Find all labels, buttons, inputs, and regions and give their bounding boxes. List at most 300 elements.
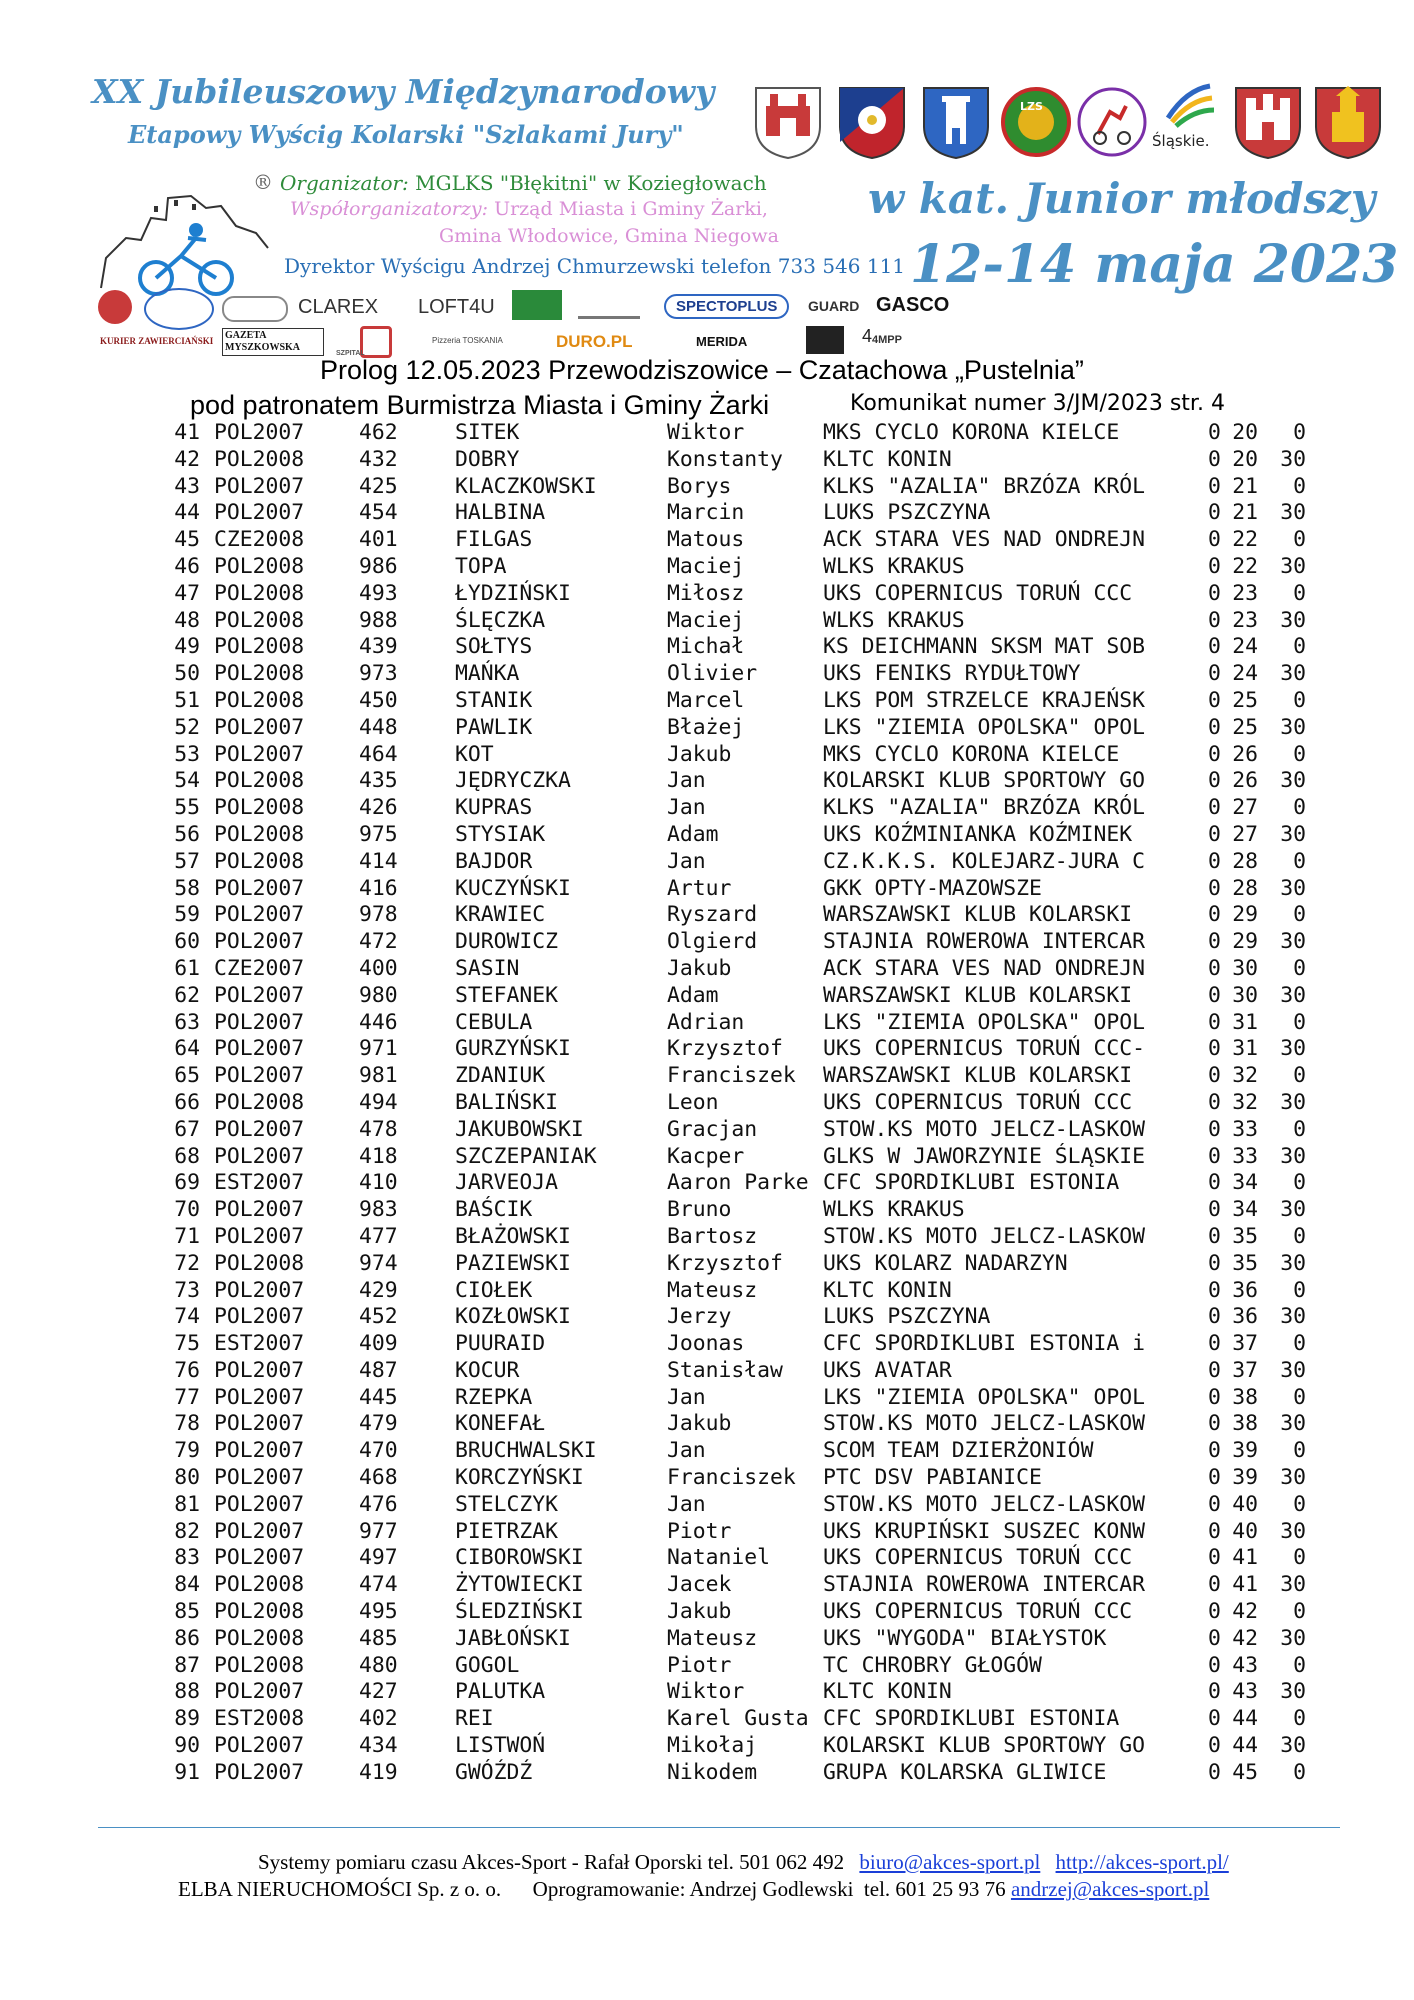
time-hours: 0: [1208, 1357, 1221, 1383]
time-hours: 0: [1208, 955, 1221, 981]
time-hours: 0: [1208, 1089, 1221, 1115]
position: 45: [174, 527, 200, 553]
bib-number: 468: [359, 1465, 398, 1491]
category-code: POL2008: [214, 795, 305, 821]
first-name: Mateusz: [667, 1277, 758, 1303]
time-hours: 0: [1208, 1545, 1221, 1571]
stage-prolog: Prolog 12.05.2023 Przewodziszowice – Czatachowa „Pustelnia”: [320, 355, 1084, 385]
category-code: POL2007: [214, 500, 305, 526]
first-name: Jan: [667, 795, 706, 821]
club-name: MKS CYCLO KORONA KIELCE: [823, 420, 1120, 445]
last-name: FILGAS: [455, 527, 533, 553]
category-code: POL2008: [214, 634, 305, 660]
category-code: POL2008: [214, 1599, 305, 1625]
time-hours: 0: [1208, 1518, 1221, 1544]
club-logo-icon: [1076, 82, 1148, 160]
time-hours: 0: [1208, 1250, 1221, 1276]
bib-number: 414: [359, 848, 398, 874]
sponsor-gazeta: GAZETA MYSZKOWSKA: [222, 328, 324, 356]
time-seconds: 30: [1280, 768, 1306, 794]
club-name: UKS AVATAR: [823, 1357, 952, 1383]
time-hours: 0: [1208, 1197, 1221, 1223]
software-email-link[interactable]: andrzej@akces-sport.pl: [1010, 1877, 1210, 1901]
footer-divider: [98, 1827, 1340, 1828]
position: 56: [174, 821, 200, 847]
first-name: Aaron Parke: [667, 1170, 809, 1196]
category-code: POL2007: [214, 1357, 305, 1383]
bib-number: 495: [359, 1599, 398, 1625]
bib-number: 479: [359, 1411, 398, 1437]
first-name: Stanisław: [667, 1357, 783, 1383]
last-name: ŚLEDZIŃSKI: [455, 1599, 584, 1625]
position: 85: [174, 1599, 200, 1625]
last-name: KOCUR: [455, 1357, 520, 1383]
club-name: UKS KOŹMINIANKA KOŹMINEK: [823, 821, 1133, 847]
time-hours: 0: [1208, 1143, 1221, 1169]
sponsor-guard: GUARD: [808, 298, 860, 314]
time-seconds: 30: [1280, 1304, 1306, 1330]
first-name: Jakub: [667, 1411, 732, 1437]
time-seconds: 30: [1280, 929, 1306, 955]
category-code: CZE2008: [214, 527, 305, 553]
time-hours: 0: [1208, 1679, 1221, 1705]
time-minutes: 38: [1232, 1411, 1258, 1437]
last-name: HALBINA: [455, 500, 546, 526]
category-code: POL2007: [214, 420, 305, 445]
software-credit: ELBA NIERUCHOMOŚCI Sp. z o. o. Oprogramowanie: Andrzej Godlewski tel. 601 25 93 76: [178, 1877, 1006, 1901]
bib-number: 476: [359, 1491, 398, 1517]
position: 46: [174, 553, 200, 579]
position: 68: [174, 1143, 200, 1169]
position: 50: [174, 661, 200, 687]
position: 77: [174, 1384, 200, 1410]
category-code: POL2007: [214, 1063, 305, 1089]
club-name: KLTC KONIN: [823, 1277, 952, 1303]
time-hours: 0: [1208, 1411, 1221, 1437]
last-name: BAŚCIK: [455, 1197, 533, 1223]
first-name: Joonas: [667, 1331, 745, 1357]
club-name: KOLARSKI KLUB SPORTOWY GO: [823, 768, 1145, 794]
first-name: Kacper: [667, 1143, 745, 1169]
bib-number: 450: [359, 687, 398, 713]
category-code: POL2007: [214, 714, 305, 740]
first-name: Leon: [667, 1089, 719, 1115]
last-name: LISTWOŃ: [455, 1733, 546, 1759]
time-minutes: 41: [1232, 1545, 1258, 1571]
club-name: WARSZAWSKI KLUB KOLARSKI: [823, 982, 1133, 1008]
time-seconds: 30: [1280, 1089, 1306, 1115]
time-seconds: 0: [1293, 1545, 1306, 1571]
time-hours: 0: [1208, 1572, 1221, 1598]
time-minutes: 34: [1232, 1170, 1258, 1196]
time-minutes: 28: [1232, 875, 1258, 901]
bib-number: 980: [359, 982, 398, 1008]
bib-number: 986: [359, 553, 398, 579]
time-hours: 0: [1208, 500, 1221, 526]
time-hours: 0: [1208, 795, 1221, 821]
time-minutes: 37: [1232, 1357, 1258, 1383]
club-name: TC CHROBRY GŁOGÓW: [823, 1652, 1042, 1678]
sponsor-round-logo-icon: [98, 290, 132, 324]
time-minutes: 44: [1232, 1706, 1258, 1732]
club-name: UKS COPERNICUS TORUŃ CCC-: [823, 1036, 1145, 1062]
time-minutes: 41: [1232, 1572, 1258, 1598]
first-name: Jakub: [667, 741, 732, 767]
bib-number: 973: [359, 661, 398, 687]
club-name: LKS "ZIEMIA OPOLSKA" OPOL: [823, 1009, 1145, 1035]
time-seconds: 30: [1280, 875, 1306, 901]
position: 90: [174, 1733, 200, 1759]
time-seconds: 0: [1293, 1116, 1306, 1142]
timing-credit: Systemy pomiaru czasu Akces-Sport - Rafał Oporski tel. 501 062 492: [258, 1850, 845, 1874]
club-name: STOW.KS MOTO JELCZ-LASKOW: [823, 1223, 1145, 1249]
bib-number: 400: [359, 955, 398, 981]
lzs-logo-icon: [1000, 82, 1072, 160]
time-seconds: 0: [1293, 1706, 1306, 1732]
time-hours: 0: [1208, 848, 1221, 874]
last-name: STEFANEK: [455, 982, 559, 1008]
category-code: POL2008: [214, 553, 305, 579]
position: 49: [174, 634, 200, 660]
category-code: POL2007: [214, 1036, 305, 1062]
position: 88: [174, 1679, 200, 1705]
last-name: SITEK: [455, 420, 520, 445]
club-name: KS DEICHMANN SKSM MAT SOB: [823, 634, 1145, 660]
bib-number: 446: [359, 1009, 398, 1035]
timing-email-link[interactable]: biuro@akces-sport.pl: [859, 1850, 1041, 1874]
position: 71: [174, 1223, 200, 1249]
bib-number: 493: [359, 580, 398, 606]
position: 87: [174, 1652, 200, 1678]
first-name: Olgierd: [667, 929, 758, 955]
time-seconds: 0: [1293, 1063, 1306, 1089]
last-name: GURZYŃSKI: [455, 1036, 571, 1062]
category-code: POL2008: [214, 768, 305, 794]
position: 58: [174, 875, 200, 901]
time-seconds: 30: [1280, 1250, 1306, 1276]
sponsor-spectoplus: SPECTOPLUS: [664, 294, 789, 319]
time-seconds: 0: [1293, 955, 1306, 981]
bib-number: 977: [359, 1518, 398, 1544]
time-seconds: 0: [1293, 420, 1306, 445]
club-name: UKS KOLARZ NADARZYN: [823, 1250, 1068, 1276]
bib-number: 448: [359, 714, 398, 740]
time-seconds: 30: [1280, 1625, 1306, 1651]
last-name: DOBRY: [455, 446, 520, 472]
category-code: POL2007: [214, 1223, 305, 1249]
bib-number: 432: [359, 446, 398, 472]
position: 70: [174, 1197, 200, 1223]
time-minutes: 39: [1232, 1465, 1258, 1491]
time-minutes: 27: [1232, 795, 1258, 821]
time-seconds: 0: [1293, 1223, 1306, 1249]
time-hours: 0: [1208, 1652, 1221, 1678]
club-name: UKS KRUPIŃSKI SUSZEC KONW: [823, 1518, 1145, 1544]
last-name: CEBULA: [455, 1009, 533, 1035]
time-hours: 0: [1208, 1759, 1221, 1785]
position: 61: [174, 955, 200, 981]
first-name: Franciszek: [667, 1063, 796, 1089]
bib-number: 474: [359, 1572, 398, 1598]
first-name: Karel Gusta: [667, 1706, 809, 1732]
time-seconds: 0: [1293, 1170, 1306, 1196]
bib-number: 409: [359, 1331, 398, 1357]
castle-crest-icon: [1232, 82, 1304, 160]
time-seconds: 30: [1280, 446, 1306, 472]
last-name: BAJDOR: [455, 848, 533, 874]
time-hours: 0: [1208, 634, 1221, 660]
last-name: PIETRZAK: [455, 1518, 559, 1544]
tower-crest-icon: [920, 82, 992, 160]
position: 54: [174, 768, 200, 794]
category-code: POL2007: [214, 1679, 305, 1705]
bib-number: 419: [359, 1759, 398, 1785]
time-minutes: 21: [1232, 500, 1258, 526]
time-hours: 0: [1208, 1384, 1221, 1410]
category-code: POL2008: [214, 1652, 305, 1678]
bib-number: 494: [359, 1089, 398, 1115]
time-minutes: 25: [1232, 714, 1258, 740]
time-minutes: 32: [1232, 1089, 1258, 1115]
bib-number: 445: [359, 1384, 398, 1410]
last-name: KRAWIEC: [455, 902, 546, 928]
bib-number: 429: [359, 1277, 398, 1303]
last-name: SZCZEPANIAK: [455, 1143, 597, 1169]
time-seconds: 0: [1293, 848, 1306, 874]
stage-patron: pod patronatem Burmistrza Miasta i Gminy Żarki: [190, 390, 770, 420]
category-code: CZE2007: [214, 955, 305, 981]
bib-number: 470: [359, 1438, 398, 1464]
time-seconds: 30: [1280, 1518, 1306, 1544]
club-name: WARSZAWSKI KLUB KOLARSKI: [823, 902, 1133, 928]
position: 91: [174, 1759, 200, 1785]
club-name: ACK STARA VES NAD ONDREJN: [823, 527, 1145, 553]
club-name: UKS COPERNICUS TORUŃ CCC: [823, 580, 1133, 606]
first-name: Konstanty: [667, 446, 783, 472]
category-code: POL2008: [214, 821, 305, 847]
time-seconds: 0: [1293, 741, 1306, 767]
cyclist-logo: [96, 178, 276, 300]
club-name: CFC SPORDIKLUBI ESTONIA: [823, 1170, 1120, 1196]
club-name: CFC SPORDIKLUBI ESTONIA i: [823, 1331, 1145, 1357]
time-minutes: 26: [1232, 768, 1258, 794]
last-name: JAKUBOWSKI: [455, 1116, 584, 1142]
position: 51: [174, 687, 200, 713]
bib-number: 454: [359, 500, 398, 526]
bib-number: 480: [359, 1652, 398, 1678]
last-name: BRUCHWALSKI: [455, 1438, 597, 1464]
time-minutes: 26: [1232, 741, 1258, 767]
club-name: UKS COPERNICUS TORUŃ CCC: [823, 1599, 1133, 1625]
position: 63: [174, 1009, 200, 1035]
position: 81: [174, 1491, 200, 1517]
bib-number: 462: [359, 420, 398, 445]
bib-number: 435: [359, 768, 398, 794]
first-name: Jan: [667, 848, 706, 874]
bib-number: 487: [359, 1357, 398, 1383]
position: 59: [174, 902, 200, 928]
time-minutes: 32: [1232, 1063, 1258, 1089]
city-crest-icon: [752, 82, 824, 160]
club-name: KOLARSKI KLUB SPORTOWY GO: [823, 1733, 1145, 1759]
time-minutes: 31: [1232, 1036, 1258, 1062]
time-hours: 0: [1208, 580, 1221, 606]
last-name: SOŁTYS: [455, 634, 533, 660]
category-code: POL2008: [214, 661, 305, 687]
first-name: Adam: [667, 982, 719, 1008]
time-minutes: 43: [1232, 1679, 1258, 1705]
category-code: POL2008: [214, 1089, 305, 1115]
event-title-line2: Etapowy Wyścig Kolarski "Szlakami Jury": [128, 120, 684, 149]
time-hours: 0: [1208, 1733, 1221, 1759]
time-seconds: 30: [1280, 1465, 1306, 1491]
last-name: ŚLĘCZKA: [455, 607, 546, 633]
first-name: Gracjan: [667, 1116, 758, 1142]
time-hours: 0: [1208, 741, 1221, 767]
sponsor-oval-logo-icon: [222, 296, 288, 322]
timing-website-link[interactable]: http://akces-sport.pl/: [1055, 1850, 1229, 1874]
time-seconds: 30: [1280, 1357, 1306, 1383]
first-name: Michał: [667, 634, 745, 660]
position: 79: [174, 1438, 200, 1464]
time-minutes: 38: [1232, 1384, 1258, 1410]
club-name: LKS "ZIEMIA OPOLSKA" OPOL: [823, 714, 1145, 740]
position: 41: [174, 420, 200, 445]
last-name: ŻYTOWIECKI: [455, 1572, 584, 1598]
time-minutes: 23: [1232, 607, 1258, 633]
time-seconds: 0: [1293, 580, 1306, 606]
bib-number: 974: [359, 1250, 398, 1276]
club-name: UKS "WYGODA" BIAŁYSTOK: [823, 1625, 1107, 1651]
category-code: POL2007: [214, 1277, 305, 1303]
last-name: PAZIEWSKI: [455, 1250, 571, 1276]
position: 53: [174, 741, 200, 767]
svg-text:LZS: LZS: [1020, 100, 1043, 113]
category-code: POL2007: [214, 1733, 305, 1759]
sponsor-merida: MERIDA: [696, 334, 748, 349]
category-code: POL2008: [214, 446, 305, 472]
club-name: UKS COPERNICUS TORUŃ CCC: [823, 1089, 1133, 1115]
time-seconds: 0: [1293, 1384, 1306, 1410]
category-code: POL2007: [214, 1009, 305, 1035]
first-name: Franciszek: [667, 1465, 796, 1491]
last-name: JARVEOJA: [455, 1170, 559, 1196]
last-name: PUURAID: [455, 1331, 546, 1357]
club-name: STAJNIA ROWEROWA INTERCAR: [823, 1572, 1145, 1598]
organizer-label: Organizator:: [280, 171, 409, 195]
first-name: Piotr: [667, 1518, 732, 1544]
bib-number: 981: [359, 1063, 398, 1089]
slaskie-logo-icon: [1150, 80, 1222, 130]
registered-mark: ®: [253, 170, 273, 194]
position: 55: [174, 795, 200, 821]
time-seconds: 30: [1280, 821, 1306, 847]
club-name: STOW.KS MOTO JELCZ-LASKOW: [823, 1411, 1145, 1437]
bib-number: 418: [359, 1143, 398, 1169]
first-name: Bartosz: [667, 1223, 758, 1249]
rose-crest-icon: [836, 82, 908, 160]
time-minutes: 20: [1232, 446, 1258, 472]
last-name: JABŁOŃSKI: [455, 1625, 571, 1651]
category-code: POL2007: [214, 1384, 305, 1410]
time-hours: 0: [1208, 1331, 1221, 1357]
club-name: KLTC KONIN: [823, 446, 952, 472]
time-seconds: 0: [1293, 1599, 1306, 1625]
time-minutes: 42: [1232, 1599, 1258, 1625]
club-name: WLKS KRAKUS: [823, 607, 965, 633]
time-hours: 0: [1208, 1063, 1221, 1089]
time-hours: 0: [1208, 420, 1221, 445]
time-seconds: 0: [1293, 1438, 1306, 1464]
first-name: Miłosz: [667, 580, 745, 606]
position: 67: [174, 1116, 200, 1142]
bib-number: 478: [359, 1116, 398, 1142]
position: 76: [174, 1357, 200, 1383]
last-name: STYSIAK: [455, 821, 546, 847]
time-seconds: 30: [1280, 1733, 1306, 1759]
time-hours: 0: [1208, 982, 1221, 1008]
category-code: POL2007: [214, 875, 305, 901]
last-name: JĘDRYCZKA: [455, 768, 571, 794]
bulletin-number: Komunikat numer 3/JM/2023 str. 4: [850, 391, 1225, 416]
bib-number: 485: [359, 1625, 398, 1651]
last-name: KOT: [455, 741, 494, 767]
time-seconds: 0: [1293, 1759, 1306, 1785]
first-name: Jacek: [667, 1572, 732, 1598]
last-name: BŁAŻOWSKI: [455, 1223, 571, 1249]
sponsor-szpital: SZPITAL: [336, 350, 365, 357]
club-name: ACK STARA VES NAD ONDREJN: [823, 955, 1145, 981]
time-hours: 0: [1208, 929, 1221, 955]
club-name: GRUPA KOLARSKA GLIWICE: [823, 1759, 1107, 1785]
position: 89: [174, 1706, 200, 1732]
time-minutes: 24: [1232, 634, 1258, 660]
time-hours: 0: [1208, 1116, 1221, 1142]
last-name: KONEFAŁ: [455, 1411, 546, 1437]
club-name: STAJNIA ROWEROWA INTERCAR: [823, 929, 1145, 955]
last-name: GOGOL: [455, 1652, 520, 1678]
time-hours: 0: [1208, 1036, 1221, 1062]
position: 47: [174, 580, 200, 606]
time-minutes: 35: [1232, 1250, 1258, 1276]
footer-line-1: [258, 1850, 1229, 1875]
sponsor-small-logo-icon: [578, 296, 640, 319]
first-name: Krzysztof: [667, 1036, 783, 1062]
footer-line-2: [178, 1877, 1209, 1902]
first-name: Adam: [667, 821, 719, 847]
event-title-line1: XX Jubileuszowy Międzynarodowy: [92, 72, 715, 111]
time-hours: 0: [1208, 446, 1221, 472]
category-code: POL2008: [214, 1625, 305, 1651]
club-name: KLKS "AZALIA" BRZÓZA KRÓL: [823, 473, 1145, 499]
bib-number: 975: [359, 821, 398, 847]
first-name: Nataniel: [667, 1545, 771, 1571]
category-code: POL2008: [214, 1250, 305, 1276]
time-hours: 0: [1208, 1009, 1221, 1035]
position: 80: [174, 1465, 200, 1491]
time-minutes: 37: [1232, 1331, 1258, 1357]
first-name: Jerzy: [667, 1304, 732, 1330]
race-director: Dyrektor Wyścigu Andrzej Chmurzewski telefon 733 546 111: [284, 254, 906, 278]
time-minutes: 39: [1232, 1438, 1258, 1464]
time-minutes: 27: [1232, 821, 1258, 847]
club-name: STOW.KS MOTO JELCZ-LASKOW: [823, 1116, 1145, 1142]
time-hours: 0: [1208, 821, 1221, 847]
last-name: KUCZYŃSKI: [455, 875, 571, 901]
sponsor-pizzeria: Pizzeria TOSKANIA: [432, 336, 503, 345]
category-code: POL2007: [214, 1518, 305, 1544]
tower-red-crest-icon: [1312, 82, 1384, 160]
